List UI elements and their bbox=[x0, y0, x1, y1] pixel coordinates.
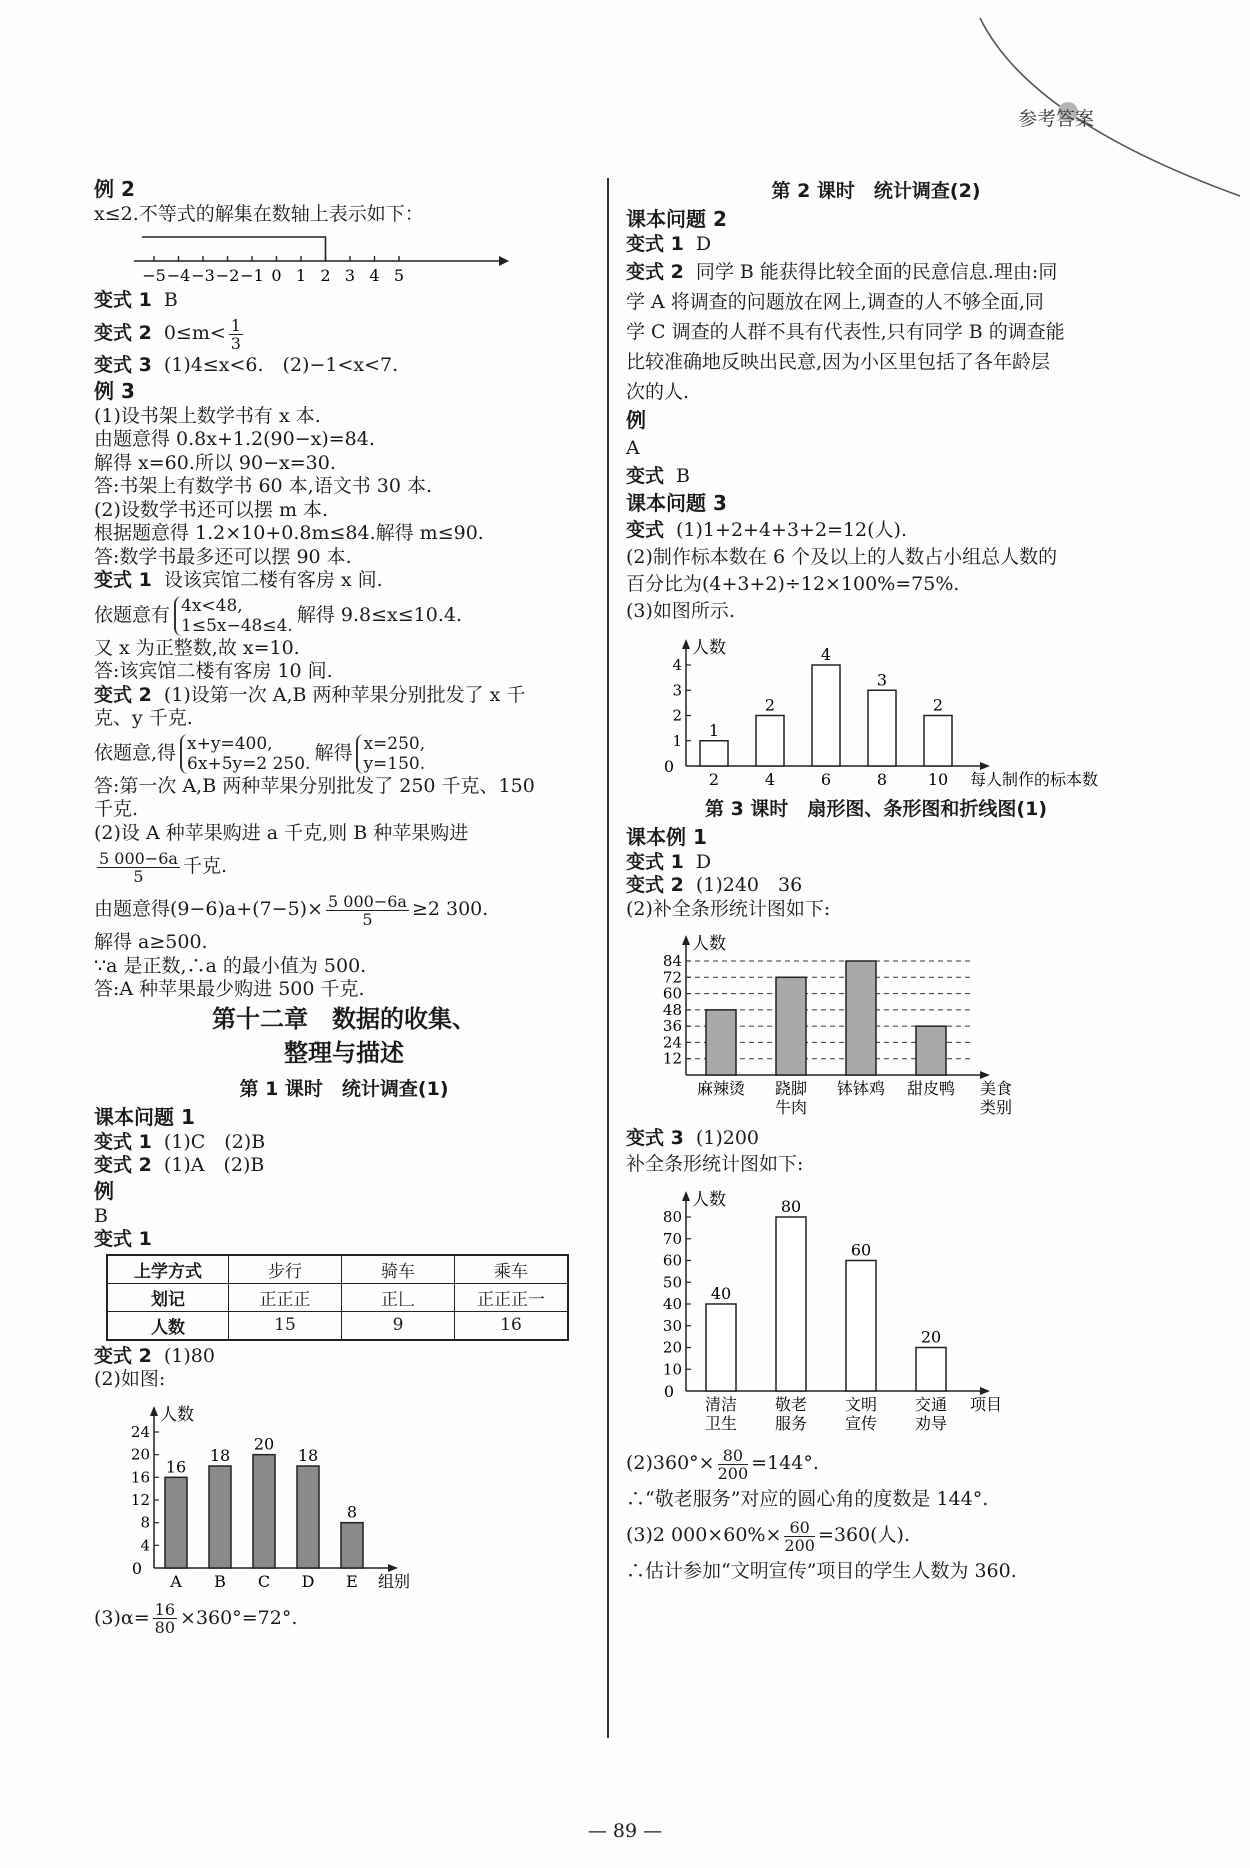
bar bbox=[868, 690, 896, 766]
variant-label: 变式 2 bbox=[626, 260, 684, 283]
bar-data-label: 2 bbox=[764, 695, 776, 714]
table-cell: 正𠃊 bbox=[342, 1283, 455, 1311]
x-tick-label: 清洁 bbox=[704, 1395, 738, 1414]
answer: B bbox=[163, 288, 178, 311]
origin-label: 0 bbox=[663, 756, 674, 776]
x-tick-label: A bbox=[170, 1571, 182, 1591]
x-tick-label: 2 bbox=[708, 769, 720, 789]
solution-text: (2)360°× bbox=[626, 1452, 715, 1474]
bar bbox=[706, 1304, 736, 1391]
y-tick-label: 70 bbox=[662, 1229, 682, 1248]
header-label: 参考答案 bbox=[1017, 108, 1094, 130]
example-2-title: 例 2 bbox=[94, 177, 135, 201]
y-tick-label: 36 bbox=[662, 1017, 682, 1036]
y-axis-label: 人数 bbox=[692, 637, 726, 658]
y-axis-label: 人数 bbox=[692, 934, 726, 954]
solution-text: ×360°=72°. bbox=[180, 1606, 298, 1629]
answer-line: 次的人. bbox=[626, 380, 690, 403]
example-3-solution bbox=[94, 405, 594, 570]
table-cell: 乘车 bbox=[455, 1255, 569, 1284]
y-tick-label: 84 bbox=[662, 952, 682, 970]
x-tick-label: 钵钵鸡 bbox=[836, 1079, 886, 1098]
number-line-label: 1 bbox=[295, 265, 307, 285]
answer: (1)4≤x<6. (2)−1<x<7. bbox=[163, 354, 399, 376]
y-axis-arrow bbox=[682, 1191, 690, 1201]
table-cell: 划记 bbox=[107, 1283, 229, 1311]
tally-table bbox=[106, 1254, 569, 1341]
variant-label: 变式 1 bbox=[94, 288, 152, 311]
solution-line: 克、y 千克. bbox=[94, 707, 193, 729]
answer: (1)1+2+4+3+2=12(人). bbox=[676, 518, 908, 541]
variant-label: 变式 2 bbox=[94, 322, 152, 344]
y-tick-label: 60 bbox=[662, 1251, 682, 1270]
answer: A bbox=[626, 436, 640, 459]
y-axis-arrow bbox=[682, 935, 690, 945]
solution-line: 答:数学书最多还可以摆 90 本. bbox=[94, 545, 352, 568]
lesson-3-title: 第 3 课时 扇形图、条形图和折线图(1) bbox=[704, 797, 1048, 820]
solution-line: 由题意得 0.8x+1.2(90−x)=84. bbox=[94, 428, 375, 450]
bar bbox=[165, 1477, 187, 1568]
fraction: $\frac{60}{200}$ bbox=[784, 1517, 815, 1555]
number-line-label: −1 bbox=[240, 265, 264, 285]
table-cell: 步行 bbox=[229, 1255, 342, 1284]
fraction: $\frac{16}{80}$ bbox=[154, 1600, 176, 1637]
answer-line: (2)制作标本数在 6 个及以上的人数占小组总人数的 bbox=[626, 545, 1058, 568]
variant-label: 变式 bbox=[626, 518, 665, 541]
left-column bbox=[94, 176, 594, 1640]
variant-label: 变式 2 bbox=[94, 683, 152, 706]
bar-chart-projects bbox=[626, 1177, 1066, 1437]
answer: 0≤m< bbox=[163, 322, 226, 344]
origin-label: 0 bbox=[131, 1558, 142, 1578]
x-tick-label: 敬老 bbox=[774, 1395, 808, 1414]
x-tick-label: C bbox=[257, 1571, 271, 1591]
solution-line: 答:书架上有数学书 60 本,语文书 30 本. bbox=[94, 475, 432, 497]
variant-label: 变式 1 bbox=[94, 569, 152, 591]
x-tick-label: 6 bbox=[820, 769, 832, 789]
bar-chart-specimens bbox=[626, 625, 1099, 790]
y-tick-label: 4 bbox=[140, 1535, 150, 1554]
bar bbox=[706, 1010, 736, 1075]
number-line-arrow bbox=[499, 256, 509, 266]
solution-text: =360(人). bbox=[817, 1524, 910, 1546]
number-line-label: −3 bbox=[191, 265, 215, 285]
answer-line: (3)如图所示. bbox=[626, 599, 735, 622]
table-cell: 骑车 bbox=[342, 1255, 455, 1284]
variant-label: 变式 2 bbox=[626, 874, 684, 896]
variant-label: 变式 2 bbox=[94, 1154, 152, 1176]
answer: B bbox=[94, 1204, 108, 1227]
example-1-title: 课本例 1 bbox=[626, 824, 707, 849]
x-tick-label: 牛肉 bbox=[774, 1098, 808, 1117]
y-tick-label: 24 bbox=[662, 1033, 682, 1052]
solution-line: 根据题意得 1.2×10+0.8m≤84.解得 m≤90. bbox=[94, 522, 484, 544]
solution-text: (3)α= bbox=[94, 1606, 150, 1629]
solution-line: 又 x 为正整数,故 x=10. bbox=[94, 636, 300, 659]
solution-text: 解得 9.8≤x≤10.4. bbox=[296, 603, 462, 626]
x-tick-label: 甜皮鸭 bbox=[906, 1079, 956, 1098]
x-tick-label: 4 bbox=[764, 769, 776, 789]
y-axis-arrow bbox=[682, 639, 690, 649]
table-cell: 人数 bbox=[107, 1311, 229, 1340]
table-cell: 正正正一 bbox=[455, 1283, 569, 1311]
bar-data-label: 18 bbox=[209, 1445, 231, 1465]
chapter-title-line1: 第十二章 数据的收集、 bbox=[212, 1004, 476, 1033]
bar-data-label: 8 bbox=[346, 1502, 358, 1522]
bar-data-label: 60 bbox=[850, 1240, 872, 1260]
bar-data-label: 20 bbox=[253, 1434, 275, 1454]
number-line-label: −4 bbox=[166, 265, 191, 285]
x-tick-label: 跷脚 bbox=[774, 1079, 808, 1098]
solution-system: x=250, y=150. bbox=[356, 734, 425, 774]
y-tick-label: 10 bbox=[662, 1360, 682, 1379]
example-3-title: 例 3 bbox=[94, 378, 135, 403]
bar bbox=[916, 1026, 946, 1075]
fraction: $\frac{5 000-6a}{5}$ bbox=[99, 848, 178, 886]
answer: (1)200 bbox=[695, 1127, 760, 1149]
number-line-label: −5 bbox=[142, 265, 166, 285]
variant-label: 变式 1 bbox=[626, 233, 684, 255]
table-row bbox=[107, 1311, 568, 1340]
answer-line: ∴估计参加“文明宣传”项目的学生人数为 360. bbox=[626, 1560, 1017, 1582]
solution-line: 解得 a≥500. bbox=[94, 931, 208, 953]
answer: B bbox=[676, 464, 690, 487]
y-tick-label: 20 bbox=[662, 1338, 682, 1357]
bar bbox=[776, 977, 806, 1075]
lesson-1-title: 第 1 课时 统计调查(1) bbox=[239, 1077, 449, 1100]
variant-label: 变式 3 bbox=[626, 1127, 684, 1149]
question-2-title: 课本问题 2 bbox=[626, 207, 727, 231]
number-line-label: 3 bbox=[344, 265, 356, 285]
bar-data-label: 18 bbox=[297, 1445, 319, 1465]
solution-line: 设该宾馆二楼有客房 x 间. bbox=[163, 569, 383, 591]
answer-line: 同学 B 能获得比较全面的民意信息.理由:同 bbox=[695, 260, 1058, 283]
inequality-system: 4x<48, 1≤5x−48≤4. bbox=[174, 596, 293, 636]
solution-line: (2)设 A 种苹果购进 a 千克,则 B 种苹果购进 bbox=[94, 821, 469, 844]
x-axis-arrow bbox=[980, 762, 990, 770]
table-cell: 上学方式 bbox=[107, 1255, 229, 1284]
variant-label: 变式 3 bbox=[94, 354, 152, 376]
bar-data-label: 3 bbox=[876, 669, 888, 689]
y-tick-label: 40 bbox=[662, 1295, 682, 1313]
equation-system: x+y=400, 6x+5y=2 250. bbox=[180, 734, 310, 774]
solution-line: 答:A 种苹果最少购进 500 千克. bbox=[94, 978, 365, 1000]
y-tick-label: 48 bbox=[662, 1000, 682, 1019]
answer: D bbox=[695, 233, 712, 255]
x-axis-arrow bbox=[388, 1564, 398, 1572]
bar-data-label: 1 bbox=[708, 720, 720, 740]
x-tick-label: B bbox=[214, 1571, 226, 1591]
y-tick-label: 4 bbox=[672, 655, 682, 674]
solution-line: 千克. bbox=[94, 798, 139, 820]
y-tick-label: 20 bbox=[130, 1445, 150, 1464]
solution-line: 解得 x=60.所以 90−x=30. bbox=[94, 451, 336, 474]
solution-text: 解得 bbox=[314, 741, 353, 764]
answer: (2)如图: bbox=[94, 1368, 166, 1390]
number-line-label: 0 bbox=[271, 265, 282, 285]
bar bbox=[253, 1454, 275, 1567]
question-3-title: 课本问题 3 bbox=[626, 490, 727, 515]
solution-line: ∵a 是正数,∴a 的最小值为 500. bbox=[94, 954, 367, 977]
x-axis-label: 组别 bbox=[378, 1571, 411, 1591]
x-tick-label: 麻辣烫 bbox=[696, 1079, 746, 1098]
number-line-label: 5 bbox=[393, 265, 405, 285]
question-1-title: 课本问题 1 bbox=[94, 1104, 195, 1129]
solution-text: 依题意,得 bbox=[94, 741, 177, 764]
answer: D bbox=[695, 850, 712, 873]
x-axis-label: 美食 bbox=[979, 1079, 1013, 1098]
table-cell: 9 bbox=[342, 1311, 455, 1340]
bar bbox=[846, 961, 876, 1075]
answer-line: 学 A 将调查的问题放在网上,调查的人不够全面,同 bbox=[626, 290, 1044, 313]
y-axis-label: 人数 bbox=[160, 1404, 194, 1425]
y-tick-label: 2 bbox=[672, 706, 682, 724]
variant-label: 变式 bbox=[626, 464, 665, 487]
variant-label: 变式 2 bbox=[94, 1344, 152, 1367]
solution-line: 答:该宾馆二楼有客房 10 间. bbox=[94, 660, 333, 682]
lesson-2-title: 第 2 课时 统计调查(2) bbox=[771, 180, 981, 202]
bar bbox=[756, 715, 784, 766]
bar-data-label: 4 bbox=[820, 644, 832, 664]
column-divider bbox=[607, 178, 609, 1738]
bar bbox=[812, 665, 840, 766]
y-axis-arrow bbox=[150, 1406, 158, 1416]
header-decoration bbox=[0, 0, 1250, 200]
fraction: $\frac{80}{200}$ bbox=[717, 1445, 749, 1483]
y-tick-label: 3 bbox=[672, 680, 682, 699]
y-tick-label: 80 bbox=[662, 1208, 682, 1226]
answer-line: 补全条形统计图如下: bbox=[626, 1153, 804, 1175]
chapter-title-line2: 整理与描述 bbox=[284, 1038, 404, 1067]
bar-data-label: 16 bbox=[165, 1456, 187, 1476]
table-cell: 正正正 bbox=[229, 1283, 342, 1311]
answer-line: (2)补全条形统计图如下: bbox=[626, 897, 831, 920]
bar-data-label: 2 bbox=[932, 695, 944, 714]
y-tick-label: 1 bbox=[672, 731, 682, 750]
x-tick-label: 卫生 bbox=[704, 1414, 738, 1433]
solution-line: (1)设第一次 A,B 两种苹果分别批发了 x 千 bbox=[163, 683, 526, 706]
answer-line: 比较准确地反映出民意,因为小区里包括了各年龄层 bbox=[626, 350, 1051, 373]
x-axis-arrow bbox=[980, 1387, 990, 1395]
y-tick-label: 24 bbox=[130, 1422, 150, 1441]
bar-chart-food bbox=[626, 921, 1066, 1121]
x-tick-label: 宣传 bbox=[844, 1414, 878, 1433]
solution-text: ≥2 300. bbox=[411, 898, 489, 920]
variant-label: 变式 1 bbox=[626, 850, 684, 873]
x-tick-label: E bbox=[346, 1571, 358, 1591]
table-header-row bbox=[107, 1255, 568, 1284]
x-tick-label: 劝导 bbox=[914, 1414, 948, 1433]
solution-line: (1)设书架上数学书有 x 本. bbox=[94, 404, 321, 427]
bar bbox=[297, 1466, 319, 1568]
answer: (1)80 bbox=[163, 1344, 215, 1367]
page-number: — 89 — bbox=[587, 1820, 663, 1842]
table-cell: 15 bbox=[229, 1311, 342, 1340]
origin-label: 0 bbox=[663, 1382, 674, 1401]
x-axis-label: 项目 bbox=[970, 1395, 1003, 1414]
bar-data-label: 40 bbox=[710, 1284, 732, 1303]
table-row bbox=[107, 1283, 568, 1311]
bar bbox=[341, 1522, 363, 1567]
x-axis-label: 每人制作的标本数 bbox=[970, 769, 1099, 789]
answer: (1)240 36 bbox=[695, 874, 803, 896]
x-tick-label: 服务 bbox=[774, 1414, 808, 1433]
number-line bbox=[94, 227, 514, 285]
y-tick-label: 16 bbox=[130, 1467, 150, 1486]
x-tick-label: 文明 bbox=[844, 1395, 878, 1414]
solution-text: =144°. bbox=[751, 1452, 819, 1474]
example-title: 例 bbox=[626, 407, 646, 432]
answer-line: 学 C 调查的人群不具有代表性,只有同学 B 的调查能 bbox=[626, 320, 1065, 343]
y-tick-label: 12 bbox=[130, 1490, 150, 1509]
y-tick-label: 60 bbox=[662, 984, 682, 1003]
right-column bbox=[626, 176, 1126, 1585]
bar bbox=[846, 1261, 876, 1392]
bar bbox=[700, 740, 728, 765]
solution-text: 依题意有 bbox=[94, 603, 171, 626]
x-axis-arrow bbox=[980, 1071, 990, 1079]
bar-chart-groups bbox=[94, 1392, 474, 1592]
table-cell: 16 bbox=[455, 1311, 569, 1340]
variant-label: 变式 1 bbox=[94, 1130, 152, 1153]
number-line-label: 4 bbox=[369, 265, 380, 285]
answer-line: 百分比为(4+3+2)÷12×100%=75%. bbox=[626, 572, 960, 595]
y-tick-label: 8 bbox=[140, 1513, 150, 1532]
bar bbox=[776, 1217, 806, 1391]
example-title: 例 bbox=[94, 1178, 114, 1203]
solution-text: 由题意得(9−6)a+(7−5)× bbox=[94, 898, 324, 920]
solution-set-bracket bbox=[142, 237, 326, 261]
x-tick-label: 交通 bbox=[914, 1395, 948, 1414]
solution-line: 答:第一次 A,B 两种苹果分别批发了 250 千克、150 bbox=[94, 774, 535, 797]
x-axis-label: 类别 bbox=[979, 1098, 1013, 1117]
answer: (1)A (2)B bbox=[163, 1154, 265, 1176]
fraction: $\frac{1}{3}$ bbox=[230, 315, 241, 353]
x-tick-label: 10 bbox=[927, 769, 949, 789]
example-2-line: x≤2.不等式的解集在数轴上表示如下： bbox=[94, 203, 424, 225]
bar bbox=[916, 1348, 946, 1392]
answer-line: ∴“敬老服务”对应的圆心角的度数是 144°. bbox=[626, 1488, 989, 1510]
bar bbox=[209, 1466, 231, 1568]
x-tick-label: D bbox=[301, 1571, 315, 1591]
bar bbox=[924, 715, 952, 766]
y-tick-label: 12 bbox=[662, 1049, 682, 1068]
answer: (1)C (2)B bbox=[163, 1130, 266, 1153]
y-tick-label: 72 bbox=[662, 968, 682, 987]
solution-text: 千克. bbox=[182, 855, 227, 877]
bar-data-label: 20 bbox=[920, 1327, 942, 1347]
number-line-label: 2 bbox=[320, 265, 331, 285]
number-line-label: −2 bbox=[215, 265, 240, 285]
x-tick-label: 8 bbox=[876, 769, 888, 789]
variant-label: 变式 1 bbox=[94, 1228, 152, 1250]
fraction: $\frac{5 000-6a}{5}$ bbox=[328, 891, 407, 929]
y-tick-label: 50 bbox=[662, 1273, 682, 1292]
y-axis-label: 人数 bbox=[692, 1190, 726, 1210]
bar-data-label: 80 bbox=[780, 1197, 802, 1216]
solution-line: (2)设数学书还可以摆 m 本. bbox=[94, 498, 329, 521]
solution-text: (3)2 000×60%× bbox=[626, 1524, 782, 1546]
y-tick-label: 30 bbox=[662, 1316, 682, 1335]
